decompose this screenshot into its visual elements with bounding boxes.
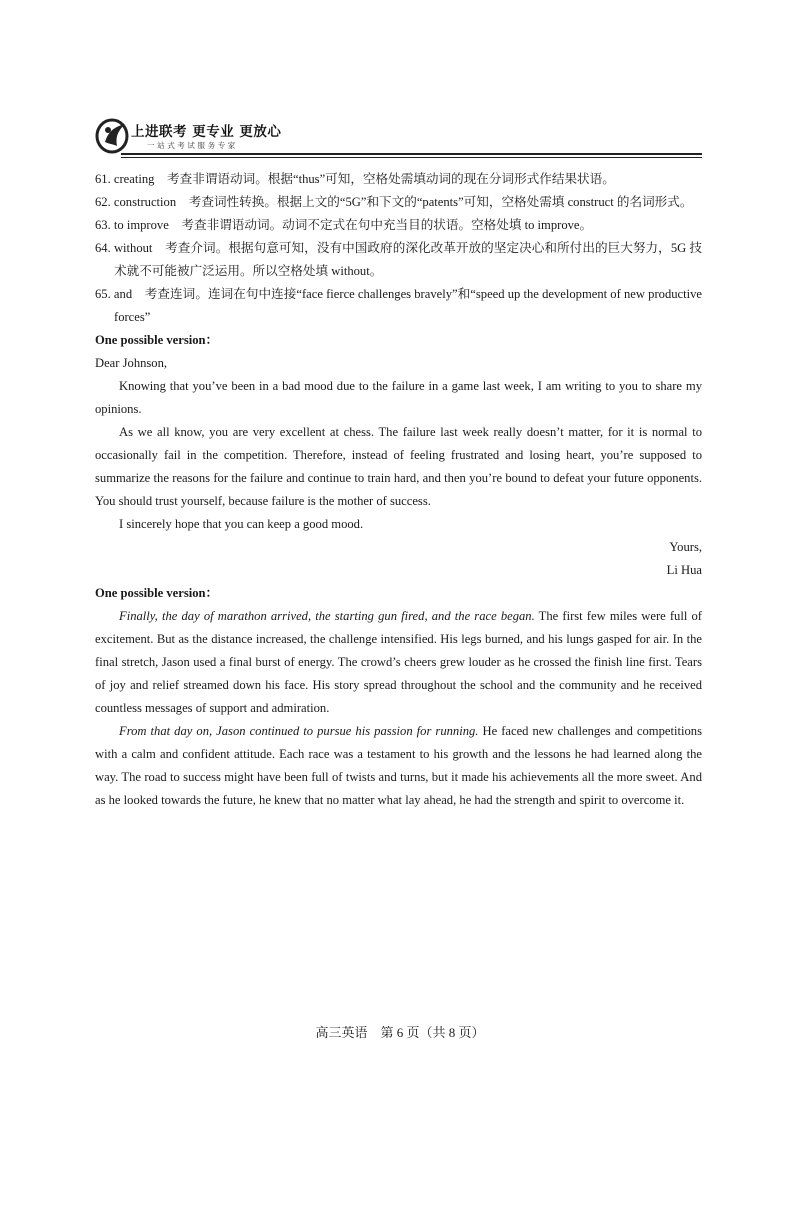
page-content (95, 168, 702, 812)
letter-signature: Li Hua (666, 563, 702, 577)
page-header (95, 116, 702, 160)
answer-item: 63. to improve 考查非谓语动词。动词不定式在句中充当目的状语。空格处填 to improve。 (95, 218, 593, 232)
logo-icon (95, 116, 133, 156)
story-lead-sentence: Finally, the day of marathon arrived, the starting gun fired, and the race began. (119, 609, 535, 623)
letter-paragraph: Knowing that you’ve been in a bad mood due to the failure in a game last week, I am writing to you to share my opinions. (95, 379, 702, 416)
answer-item: 64. without 考查介词。根据句意可知，没有中国政府的深化改革开放的坚定决心和所付出的巨大努力，5G 技术就不可能被广泛运用。所以空格处填 without。 (95, 241, 703, 278)
header-rule (121, 153, 702, 155)
letter-paragraph: I sincerely hope that you can keep a good mood. (119, 517, 364, 531)
story-paragraph: Finally, the day of marathon arrived, the starting gun fired, and the race began. The first few miles were full of excitement. But as the distance increased, the challenge intensified. His legs burned, and his lungs gasped for air. In the final stretch, Jason used a final burst of energy. The crowd’s cheers grew louder as he crossed the finish line first. Tears of joy and relief streamed down his face. His story spread throughout the school and the community and he received countless messages of support and admiration. (95, 609, 702, 715)
answer-item: 65. and 考查连词。连词在句中连接“face fierce challenges bravely”和“speed up the development of new productive forces” (95, 287, 703, 324)
header-rule-thin (121, 157, 702, 158)
page-footer: 高三英语 第 6 页（共 8 页） (315, 1025, 485, 1040)
letter-heading: One possible version： (95, 333, 219, 347)
story-paragraph: From that day on, Jason continued to pursue his passion for running. He faced new challenges and competitions with a calm and confident attitude. Each race was a testament to his growth and the lessons he had learned along the way. The road to success might have been full of twists and turns, but it made his achievements all the more sweet. And as he looked towards the future, he knew that no matter what lay ahead, he had the strength and spirit to overcome it. (95, 724, 702, 807)
story-lead-sentence: From that day on, Jason continued to pursue his passion for running. (119, 724, 479, 738)
answer-item: 61. creating 考查非谓语动词。根据“thus”可知，空格处需填动词的现在分词形式作结果状语。 (95, 172, 615, 186)
brand-name: 上进联考 更专业 更放心 (131, 124, 282, 140)
story-heading: One possible version： (95, 586, 219, 600)
letter-paragraph: As we all know, you are very excellent at chess. The failure last week really doesn’t matter, for it is normal to occasionally fail in the competition. Therefore, instead of feeling frustrated and losing heart, you’re supposed to summarize the reasons for the failure and continue to train hard, and then you’re bound to defeat your future opponents. You should trust yourself, because failure is the mother of success. (95, 425, 702, 508)
letter-salutation: Dear Johnson, (95, 356, 168, 370)
answer-item: 62. construction 考查词性转换。根据上文的“5G”和下文的“patents”可知，空格处需填 construct 的名词形式。 (95, 195, 693, 209)
letter-closing: Yours, (669, 540, 702, 554)
brand-subtitle: 一站式考试服务专家 (147, 141, 238, 150)
